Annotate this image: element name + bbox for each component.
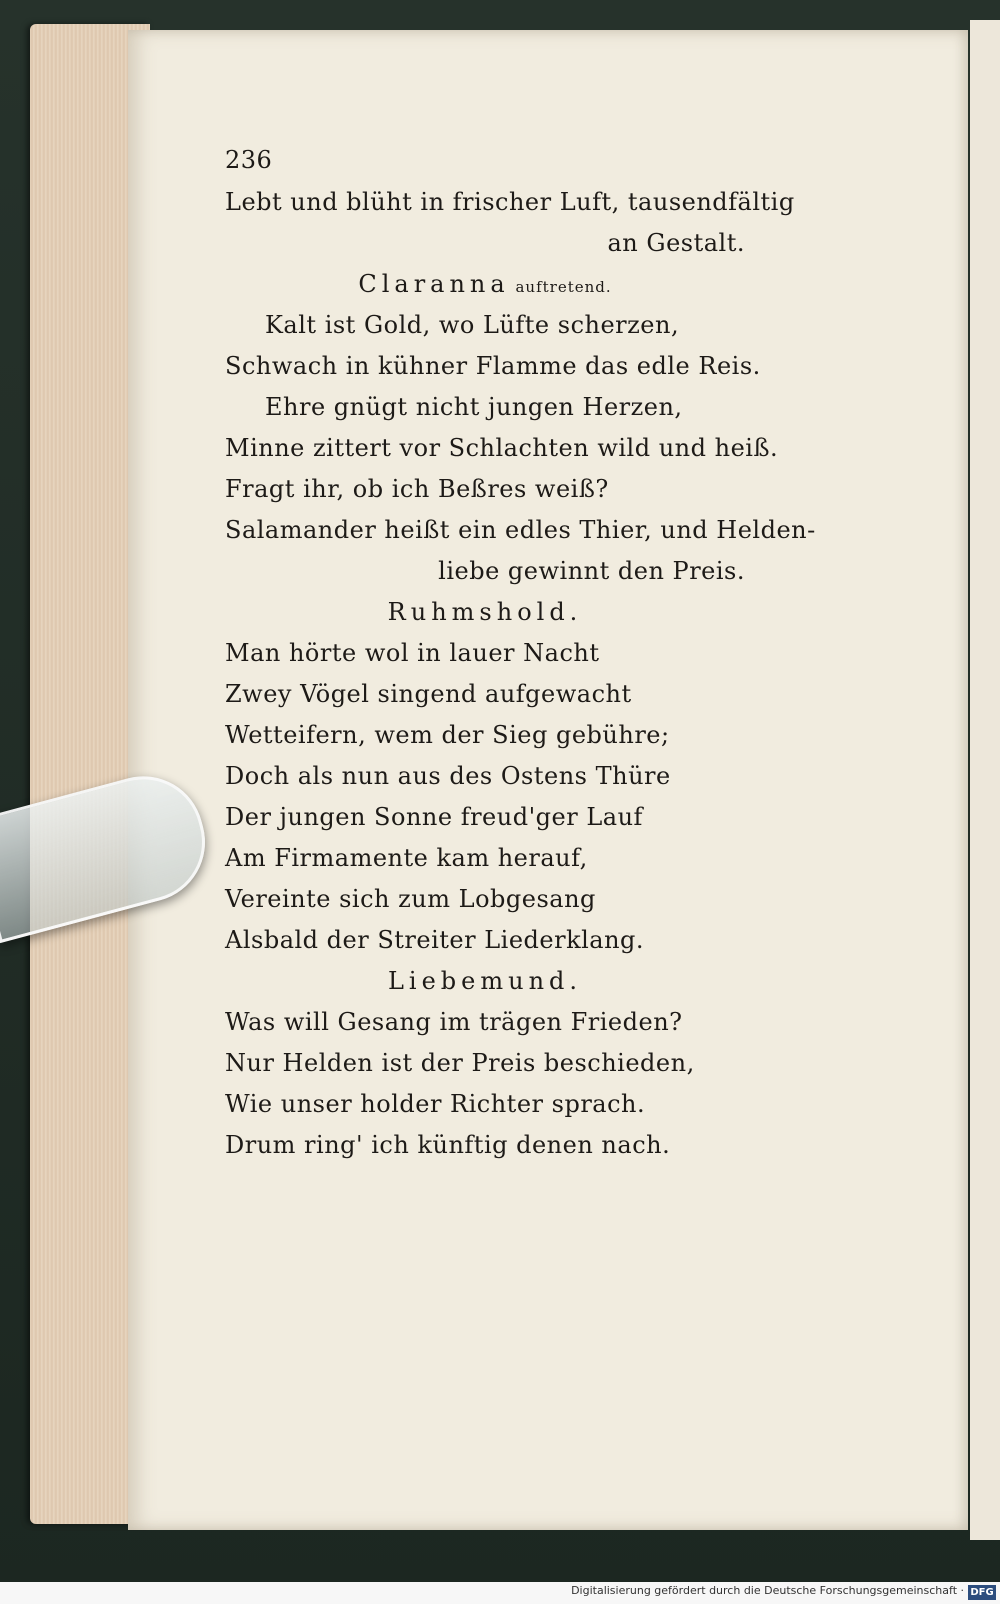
verse-line: Fragt ihr, ob ich Beßres weiß? — [225, 475, 609, 503]
facing-page-edge — [970, 20, 1000, 1540]
verse-line: Lebt und blüht in frischer Luft, tausendfältig — [225, 188, 795, 216]
speaker-name: Liebemund. — [387, 967, 583, 995]
verse-line: Was will Gesang im trägen Frieden? — [225, 1008, 683, 1036]
funding-credit: Digitalisierung gefördert durch die Deutsche Forschungsgemeinschaft · — [571, 1584, 964, 1597]
page-text — [225, 140, 816, 1166]
verse-line: Wetteifern, wem der Sieg gebühre; — [225, 721, 670, 749]
verse-line: Alsbald der Streiter Liederklang. — [225, 926, 645, 954]
verse-continuation: an Gestalt. — [607, 229, 745, 257]
speaker-heading — [225, 264, 745, 305]
speaker-name: Claranna — [358, 270, 510, 298]
footer-bar — [0, 1582, 1000, 1604]
verse-line: Am Firmamente kam herauf, — [225, 844, 588, 872]
verse-line: Wie unser holder Richter sprach. — [225, 1090, 646, 1118]
verse-line: Man hörte wol in lauer Nacht — [225, 639, 600, 667]
verse-line: Salamander heißt ein edles Thier, und Helden- — [225, 516, 816, 544]
verse-continuation: liebe gewinnt den Preis. — [438, 557, 745, 585]
page-number: 236 — [225, 146, 273, 174]
speaker-heading — [225, 961, 745, 1002]
dfg-logo: DFG — [968, 1585, 996, 1600]
verse-line: Minne zittert vor Schlachten wild und heiß. — [225, 434, 779, 462]
verse-line: Der jungen Sonne freud'ger Lauf — [225, 803, 643, 831]
speaker-name: Ruhmshold. — [387, 598, 583, 626]
speaker-heading — [225, 592, 745, 633]
verse-line: Ehre gnügt nicht jungen Herzen, — [265, 393, 683, 421]
verse-line: Drum ring' ich künftig denen nach. — [225, 1131, 671, 1159]
verse-line: Vereinte sich zum Lobgesang — [225, 885, 596, 913]
verse-line: Nur Helden ist der Preis beschieden, — [225, 1049, 695, 1077]
verse-line: Zwey Vögel singend aufgewacht — [225, 680, 632, 708]
verse-lines — [225, 182, 816, 1166]
stage-direction: auftretend. — [509, 278, 612, 296]
verse-line: Schwach in kühner Flamme das edle Reis. — [225, 352, 761, 380]
verse-line: Doch als nun aus des Ostens Thüre — [225, 762, 671, 790]
verse-line: Kalt ist Gold, wo Lüfte scherzen, — [265, 311, 680, 339]
